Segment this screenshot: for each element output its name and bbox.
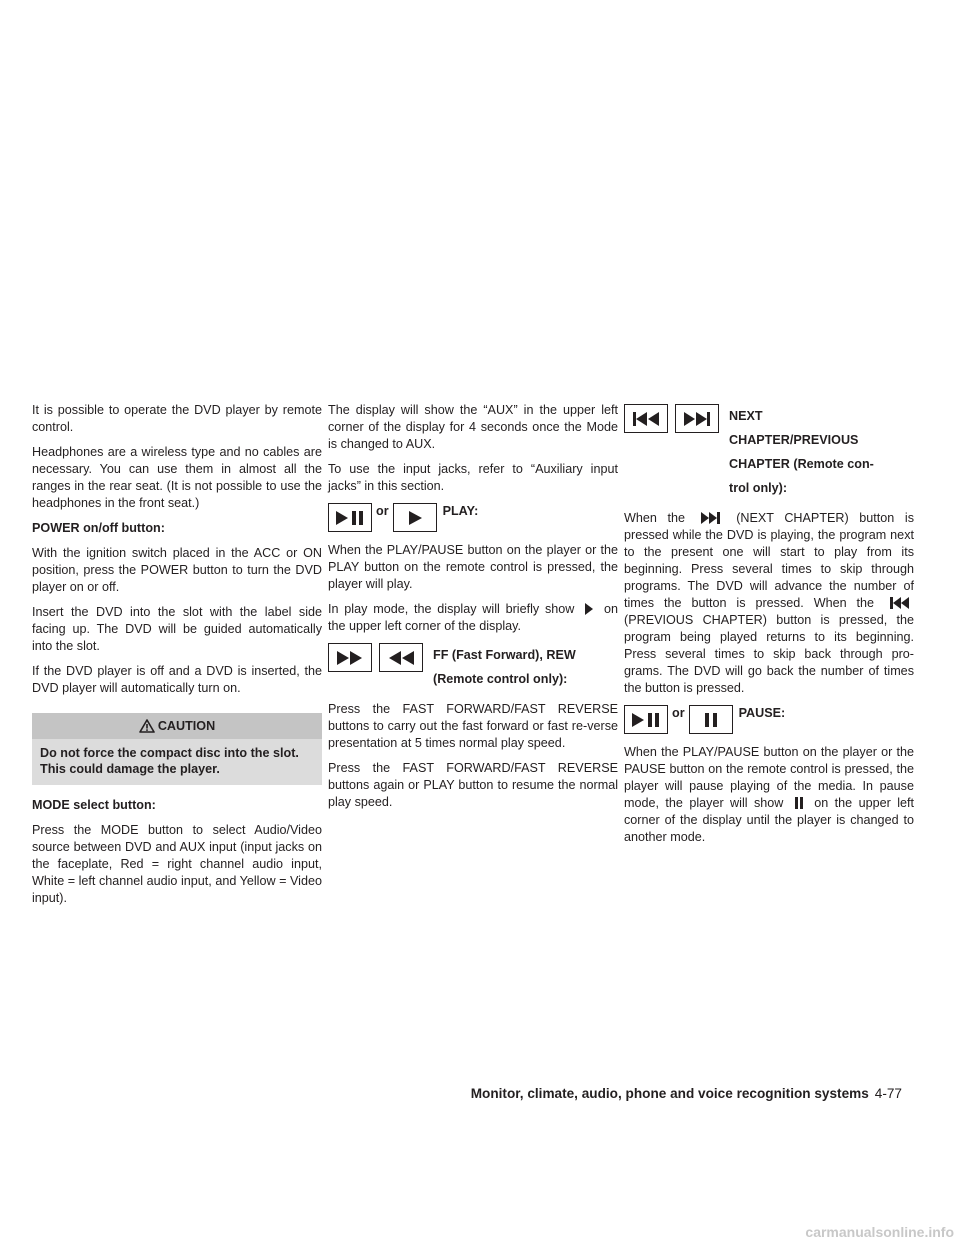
play-pause-key xyxy=(328,503,372,532)
paragraph: Press the FAST FORWARD/FAST REVERSE buttons to carry out the fast forward or fast re-verse presentation at 5 times normal play speed. xyxy=(328,702,618,750)
heading-power-button: POWER on/off button: xyxy=(32,521,165,535)
column-middle xyxy=(328,402,618,819)
play-label: PLAY: xyxy=(442,504,479,518)
heading-mode-button: MODE select button: xyxy=(32,798,156,812)
chapter-label-line: CHAPTER (Remote con- xyxy=(729,457,874,471)
page-footer xyxy=(471,1086,902,1101)
paragraph: Headphones are a wireless type and no cables are necessary. You can use them in almost all the ranges in the rear seat. (It is not possible to use the headphones in the front seat.) xyxy=(32,445,322,510)
page-number: 4-77 xyxy=(874,1086,902,1101)
rewind-key xyxy=(379,643,423,672)
text-segment: (NEXT CHAPTER) button is pressed while the DVD is playing, the program next to the present one will start to play from its beginning. Press several times to skip through programs. The DVD will advance the number of times the button is pressed. When the xyxy=(624,511,914,610)
ff-rew-label xyxy=(433,643,576,691)
column-left xyxy=(32,402,322,915)
play-icon xyxy=(405,509,425,527)
ff-rew-button-row xyxy=(328,643,618,691)
paragraph xyxy=(328,601,618,635)
text-segment: When the PLAY/PAUSE button on the player or the PAUSE button on the remote control is pressed, the player will pause playing of the media. In pause mode, the player will show xyxy=(624,745,914,810)
chapter-label-line: NEXT xyxy=(729,409,763,423)
chapter-label-line: CHAPTER/PREVIOUS xyxy=(729,433,859,447)
chapter-label-line: trol only): xyxy=(729,481,788,495)
pause-key xyxy=(689,705,733,734)
paragraph: Press the FAST FORWARD/FAST REVERSE buttons again or PLAY button to resume the normal play speed. xyxy=(328,761,618,809)
caution-box xyxy=(32,713,322,785)
caution-text: Do not force the compact disc into the slot. This could damage the player. xyxy=(40,746,299,776)
pause-button-row xyxy=(624,705,914,734)
paragraph: Press the MODE button to select Audio/Video source between DVD and AUX input (input jacks on the faceplate, Red = right channel audio input, White = left channel audio input, and Yellow = Video input). xyxy=(32,823,322,905)
chapter-label xyxy=(729,404,874,500)
paragraph: To use the input jacks, refer to “Auxiliary input jacks” in this section. xyxy=(328,462,618,493)
paragraph: The display will show the “AUX” in the upper left corner of the display for 4 seconds once the Mode is changed to AUX. xyxy=(328,403,618,451)
text-segment: (PREVIOUS CHAPTER) button is pressed, the program being played returns to its beginning. Press several times to skip back through pro-grams. The DVD will go back the number of times the button is pressed. xyxy=(624,613,914,695)
text-segment: When the xyxy=(624,511,685,525)
fast-forward-key xyxy=(328,643,372,672)
previous-chapter-icon xyxy=(888,597,910,609)
column-right xyxy=(624,402,914,854)
text-segment: on the upper left corner of the display until the player is changed to another mode. xyxy=(624,796,914,844)
pause-icon xyxy=(701,711,721,729)
pause-label: PAUSE: xyxy=(738,706,786,720)
next-chapter-key xyxy=(675,404,719,433)
paragraph xyxy=(624,510,914,697)
paragraph: Insert the DVD into the slot with the label side facing up. The DVD will be guided automatically into the slot. xyxy=(32,605,322,653)
play-pause-icon xyxy=(630,711,662,729)
caution-header xyxy=(32,713,322,739)
section-title: Monitor, climate, audio, phone and voice recognition systems xyxy=(470,1086,869,1101)
chapter-button-row xyxy=(624,404,914,500)
watermark: carmanualsonline.info xyxy=(805,1224,954,1240)
pause-icon xyxy=(794,797,804,809)
play-key xyxy=(393,503,437,532)
next-chapter-icon xyxy=(700,512,722,524)
paragraph: It is possible to operate the DVD player by remote control. xyxy=(32,403,322,434)
paragraph xyxy=(624,744,914,846)
play-pause-key xyxy=(624,705,668,734)
previous-chapter-icon xyxy=(631,411,661,427)
ff-rew-label-line: (Remote control only): xyxy=(433,672,568,686)
play-icon xyxy=(584,603,594,615)
play-pause-icon xyxy=(334,509,366,527)
previous-chapter-key xyxy=(624,404,668,433)
or-text: or xyxy=(672,706,685,720)
rewind-icon xyxy=(386,650,416,666)
text-segment: on the upper left corner of the display. xyxy=(328,602,619,633)
paragraph: With the ignition switch placed in the ACC or ON position, press the POWER button to turn the DVD player on or off. xyxy=(32,546,322,594)
paragraph: When the PLAY/PAUSE button on the player or the PLAY button on the remote control is pressed, the player will play. xyxy=(328,543,618,591)
play-button-row xyxy=(328,503,618,532)
fast-forward-icon xyxy=(335,650,365,666)
next-chapter-icon xyxy=(682,411,712,427)
or-text: or xyxy=(376,504,389,518)
ff-rew-label-line: FF (Fast Forward), REW xyxy=(433,648,576,662)
paragraph: If the DVD player is off and a DVD is inserted, the DVD player will automatically turn on. xyxy=(32,664,322,695)
text-segment: In play mode, the display will briefly show xyxy=(328,602,575,616)
warning-icon xyxy=(139,719,155,733)
caution-title: CAUTION xyxy=(157,718,216,733)
